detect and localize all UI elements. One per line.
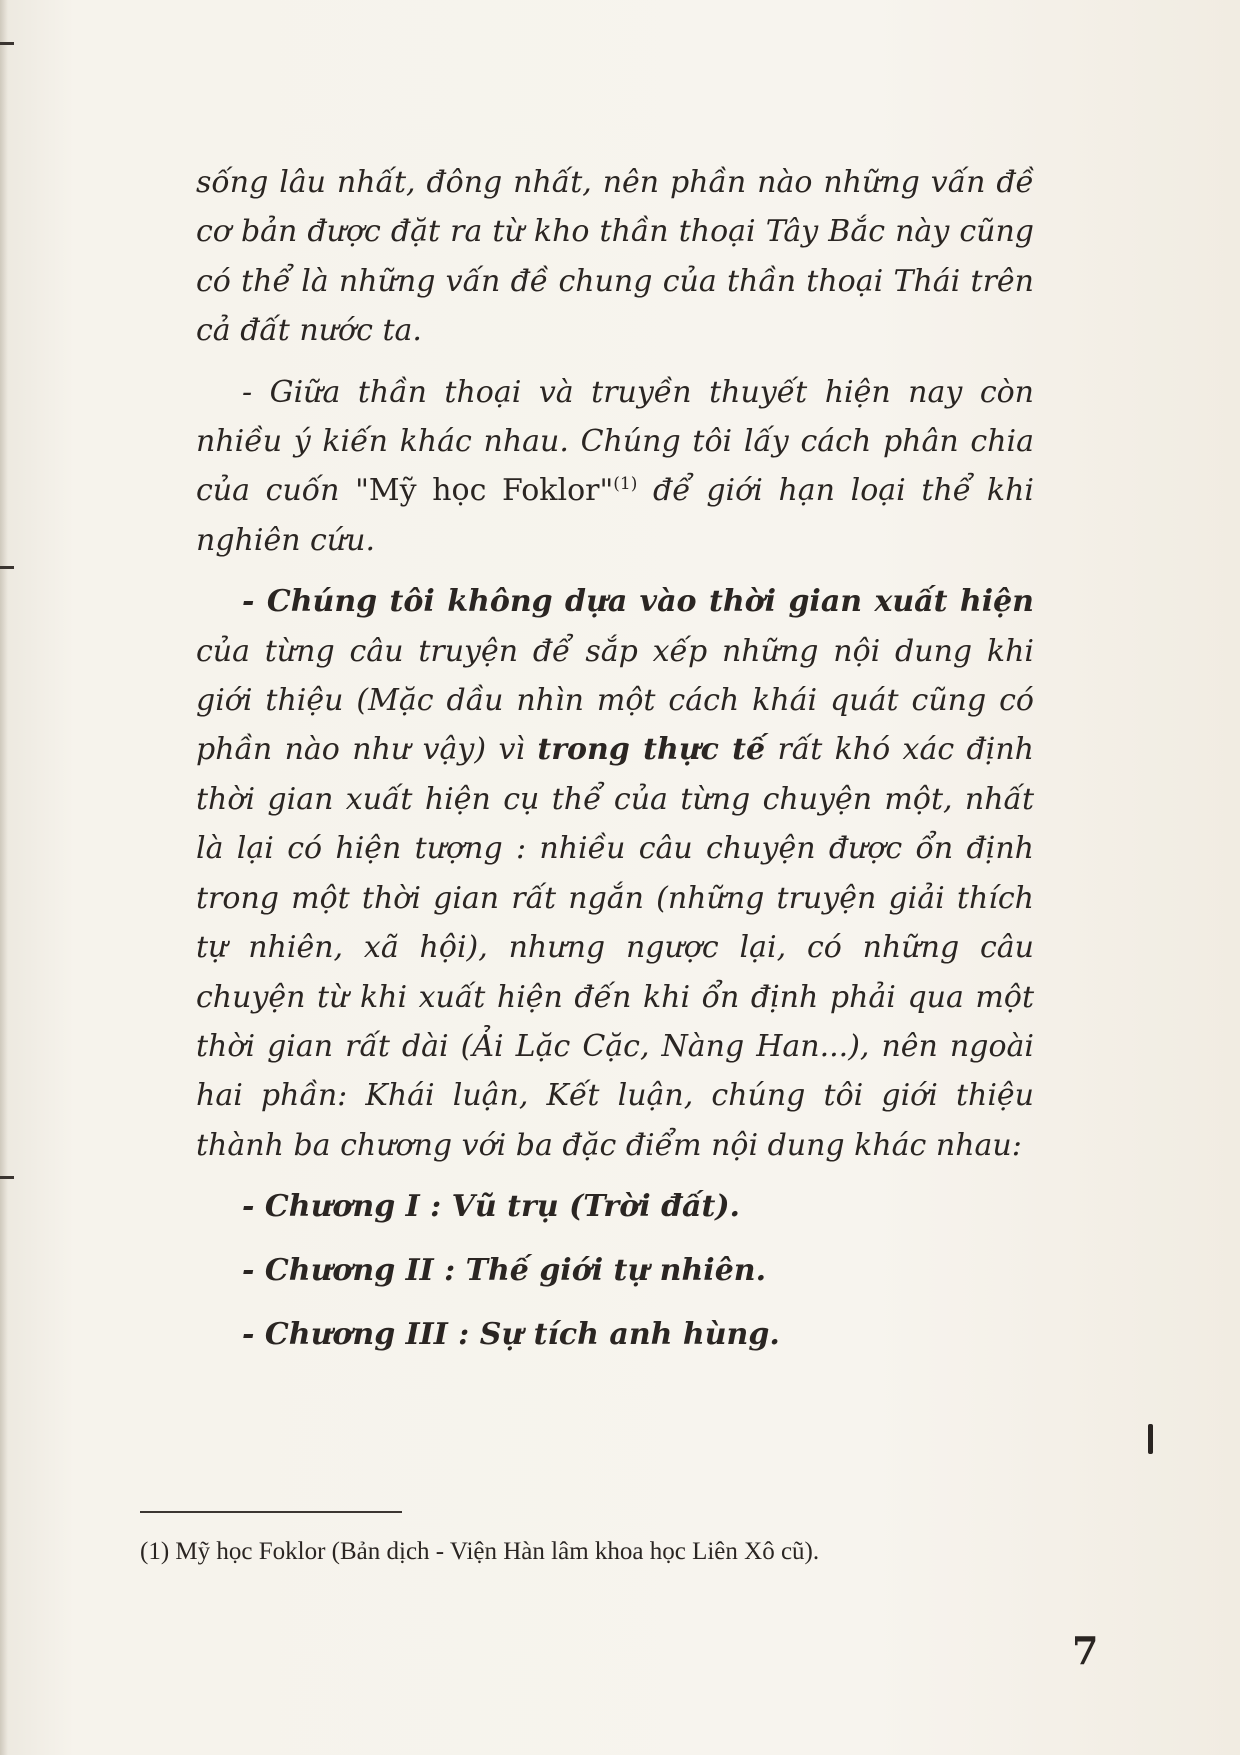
paragraph-3-part-a: - Chúng tôi không dựa vào: [242, 584, 709, 620]
paragraph-3-part-b: thời gian xuất hiện: [708, 584, 1034, 620]
book-title: "Mỹ học Foklor": [355, 473, 614, 509]
margin-mark: [1148, 1424, 1153, 1454]
page-number: 7: [1072, 1628, 1099, 1673]
footnote-reference: (1): [613, 474, 638, 495]
page-binding-edge: [0, 0, 8, 1755]
paragraph-2-text-after: để giới hạn loại thể khi nghiên cứu.: [196, 473, 1034, 558]
body-text: [196, 158, 1034, 1374]
paragraph-3-part-c: của từng câu truyện để sắp xếp những nội dung khi giới thiệu (Mặc dầu nhìn một cách khái quát cũng có phần nào như vậy) vì: [196, 633, 1034, 768]
chapter-item-1: - Chương I : Vũ trụ (Trời đất).: [242, 1189, 740, 1225]
paragraph-2-text-before: - Giữa thần thoại và truyền thuyết hiện nay còn nhiều ý kiến khác nhau. Chúng tôi lấy cách phân chia của cuốn: [196, 374, 1034, 509]
chapter-list: [196, 1182, 1034, 1360]
chapter-item-3: - Chương III : Sự tích anh hùng.: [242, 1317, 780, 1353]
footnote: (1) Mỹ học Foklor (Bản dịch - Viện Hàn lâm khoa học Liên Xô cũ).: [140, 1538, 820, 1565]
footnote-divider: [140, 1511, 402, 1513]
paragraph-3-part-d: trong thực tế: [537, 732, 766, 768]
edge-mark-lower: [0, 1176, 14, 1179]
edge-mark-top: [0, 42, 14, 45]
edge-mark-middle: [0, 566, 14, 569]
paragraph-1: sống lâu nhất, đông nhất, nên phần nào những vấn đề cơ bản được đặt ra từ kho thần thoại Tây Bắc này cũng có thể là những vấn đề chung của thần thoại Thái trên cả đất nước ta.: [196, 165, 1034, 349]
paragraph-3-part-e: rất khó xác định thời gian xuất hiện cụ thể của từng chuyện một, nhất là lại có hiện tượng : nhiều câu chuyện được ổn định trong một thời gian rất ngắn (những truyện giải thích tự nhiên, xã hội), nhưng ngược lại, có những câu chuyện từ khi xuất hiện đến khi ổn định phải qua một thời gian rất dài (Ải Lặc Cặc, Nàng Han...), nên ngoài hai phần: Khái luận, Kết luận, chúng tôi giới thiệu thành ba chương với ba đặc điểm nội dung khác nhau:: [196, 732, 1034, 1163]
chapter-item-2: - Chương II : Thế giới tự nhiên.: [242, 1253, 767, 1289]
paragraph-3: [196, 577, 1034, 1170]
paragraph-2: [196, 368, 1034, 566]
